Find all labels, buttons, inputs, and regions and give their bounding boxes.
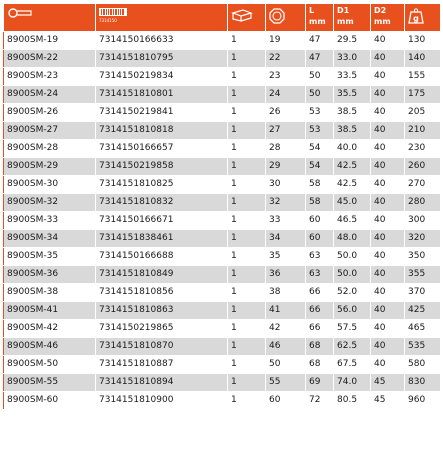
cell-qty: 1 (228, 212, 266, 230)
cell-qty: 1 (228, 122, 266, 140)
cell-qty: 1 (228, 194, 266, 212)
cell-l: 63 (306, 266, 334, 284)
cell-d2: 40 (371, 176, 405, 194)
cell-size: 26 (266, 104, 306, 122)
cell-g: 155 (405, 68, 441, 86)
cell-d1: 40.0 (334, 140, 371, 158)
cell-size: 29 (266, 158, 306, 176)
cell-l: 50 (306, 68, 334, 86)
cell-l: 63 (306, 248, 334, 266)
cell-d1: 74.0 (334, 374, 371, 392)
cell-size: 22 (266, 50, 306, 68)
product-spec-table (3, 3, 441, 410)
cell-g: 280 (405, 194, 441, 212)
cell-g: 300 (405, 212, 441, 230)
cell-size: 30 (266, 176, 306, 194)
cell-ean: 7314150166633 (96, 32, 228, 50)
cell-d1: 35.5 (334, 86, 371, 104)
cell-d2: 40 (371, 302, 405, 320)
cell-d2: 40 (371, 212, 405, 230)
cell-ean: 7314151810801 (96, 86, 228, 104)
cell-l: 47 (306, 32, 334, 50)
cell-ean: 7314151838461 (96, 230, 228, 248)
cell-qty: 1 (228, 32, 266, 50)
cell-code: 8900SM-24 (4, 86, 96, 104)
cell-code: 8900SM-29 (4, 158, 96, 176)
cell-d1: 46.5 (334, 212, 371, 230)
table-header-row (4, 4, 441, 32)
cell-ean: 7314151810825 (96, 176, 228, 194)
table-row (4, 140, 441, 158)
cell-code: 8900SM-55 (4, 374, 96, 392)
header-l-label: L (309, 6, 315, 15)
cell-d2: 40 (371, 194, 405, 212)
cell-g: 175 (405, 86, 441, 104)
cell-qty: 1 (228, 104, 266, 122)
cell-d2: 45 (371, 392, 405, 410)
cell-size: 55 (266, 374, 306, 392)
cell-code: 8900SM-34 (4, 230, 96, 248)
cell-d1: 52.0 (334, 284, 371, 302)
package-icon (231, 8, 253, 22)
cell-size: 42 (266, 320, 306, 338)
cell-l: 60 (306, 212, 334, 230)
cell-code: 8900SM-19 (4, 32, 96, 50)
cell-l: 72 (306, 392, 334, 410)
cell-d2: 40 (371, 140, 405, 158)
cell-g: 260 (405, 158, 441, 176)
cell-code: 8900SM-46 (4, 338, 96, 356)
cell-qty: 1 (228, 248, 266, 266)
cell-qty: 1 (228, 158, 266, 176)
barcode-caption: 7314150 (99, 18, 117, 23)
table-row (4, 320, 441, 338)
cell-qty: 1 (228, 140, 266, 158)
cell-size: 33 (266, 212, 306, 230)
cell-code: 8900SM-38 (4, 284, 96, 302)
cell-d1: 56.0 (334, 302, 371, 320)
table-row (4, 176, 441, 194)
header-d1-label: D1 (337, 6, 350, 15)
cell-code: 8900SM-41 (4, 302, 96, 320)
cell-d2: 40 (371, 248, 405, 266)
cell-l: 53 (306, 122, 334, 140)
cell-code: 8900SM-30 (4, 176, 96, 194)
header-barcode (96, 4, 228, 32)
cell-g: 230 (405, 140, 441, 158)
cell-size: 35 (266, 248, 306, 266)
cell-code: 8900SM-50 (4, 356, 96, 374)
header-package (228, 4, 266, 32)
table-row (4, 32, 441, 50)
cell-g: 425 (405, 302, 441, 320)
header-l-unit: mm (309, 17, 326, 26)
cell-code: 8900SM-26 (4, 104, 96, 122)
cell-l: 58 (306, 194, 334, 212)
cell-size: 50 (266, 356, 306, 374)
table-row (4, 338, 441, 356)
cell-size: 27 (266, 122, 306, 140)
cell-d2: 40 (371, 122, 405, 140)
cell-l: 68 (306, 356, 334, 374)
cell-ean: 7314151810832 (96, 194, 228, 212)
cell-d2: 40 (371, 158, 405, 176)
cell-l: 50 (306, 86, 334, 104)
header-weight (405, 4, 441, 32)
cell-ean: 7314150166688 (96, 248, 228, 266)
cell-l: 66 (306, 284, 334, 302)
wrench-icon (7, 8, 33, 18)
header-code (4, 4, 96, 32)
cell-code: 8900SM-28 (4, 140, 96, 158)
cell-g: 205 (405, 104, 441, 122)
cell-d2: 40 (371, 338, 405, 356)
table-row (4, 248, 441, 266)
table-row (4, 212, 441, 230)
cell-size: 60 (266, 392, 306, 410)
cell-l: 54 (306, 158, 334, 176)
header-d1-unit: mm (337, 17, 354, 26)
table-row (4, 122, 441, 140)
cell-d2: 40 (371, 104, 405, 122)
cell-code: 8900SM-60 (4, 392, 96, 410)
cell-size: 32 (266, 194, 306, 212)
cell-qty: 1 (228, 86, 266, 104)
cell-d1: 33.0 (334, 50, 371, 68)
table-row (4, 302, 441, 320)
cell-qty: 1 (228, 374, 266, 392)
cell-g: 140 (405, 50, 441, 68)
table-row (4, 392, 441, 410)
cell-d2: 40 (371, 32, 405, 50)
cell-qty: 1 (228, 302, 266, 320)
cell-size: 41 (266, 302, 306, 320)
cell-code: 8900SM-33 (4, 212, 96, 230)
cell-code: 8900SM-27 (4, 122, 96, 140)
cell-qty: 1 (228, 284, 266, 302)
cell-g: 535 (405, 338, 441, 356)
cell-qty: 1 (228, 68, 266, 86)
cell-d1: 67.5 (334, 356, 371, 374)
cell-size: 28 (266, 140, 306, 158)
cell-code: 8900SM-35 (4, 248, 96, 266)
cell-d2: 45 (371, 374, 405, 392)
cell-ean: 7314151810863 (96, 302, 228, 320)
table-row (4, 194, 441, 212)
cell-qty: 1 (228, 266, 266, 284)
cell-ean: 7314151810795 (96, 50, 228, 68)
cell-qty: 1 (228, 356, 266, 374)
cell-ean: 7314151810870 (96, 338, 228, 356)
cell-ean: 7314150219834 (96, 68, 228, 86)
cell-d2: 40 (371, 320, 405, 338)
table-row (4, 158, 441, 176)
cell-ean: 7314151810818 (96, 122, 228, 140)
cell-ean: 7314150166671 (96, 212, 228, 230)
cell-d1: 80.5 (334, 392, 371, 410)
table-row (4, 356, 441, 374)
cell-g: 355 (405, 266, 441, 284)
cell-d2: 40 (371, 50, 405, 68)
cell-d1: 50.0 (334, 266, 371, 284)
cell-g: 350 (405, 248, 441, 266)
cell-ean: 7314151810900 (96, 392, 228, 410)
cell-g: 320 (405, 230, 441, 248)
cell-g: 465 (405, 320, 441, 338)
cell-size: 36 (266, 266, 306, 284)
cell-size: 23 (266, 68, 306, 86)
cell-d2: 40 (371, 68, 405, 86)
cell-ean: 7314150166657 (96, 140, 228, 158)
cell-d1: 50.0 (334, 248, 371, 266)
table-row (4, 374, 441, 392)
cell-qty: 1 (228, 320, 266, 338)
cell-qty: 1 (228, 338, 266, 356)
cell-code: 8900SM-36 (4, 266, 96, 284)
cell-g: 960 (405, 392, 441, 410)
table-row (4, 230, 441, 248)
cell-d1: 33.5 (334, 68, 371, 86)
cell-d2: 40 (371, 284, 405, 302)
cell-qty: 1 (228, 392, 266, 410)
header-d1 (334, 4, 371, 32)
cell-qty: 1 (228, 50, 266, 68)
cell-d1: 45.0 (334, 194, 371, 212)
header-length (306, 4, 334, 32)
cell-l: 66 (306, 320, 334, 338)
cell-l: 53 (306, 104, 334, 122)
cell-code: 8900SM-32 (4, 194, 96, 212)
header-d2-label: D2 (374, 6, 387, 15)
table-row (4, 266, 441, 284)
cell-l: 69 (306, 374, 334, 392)
cell-size: 24 (266, 86, 306, 104)
cell-l: 47 (306, 50, 334, 68)
cell-qty: 1 (228, 176, 266, 194)
cell-ean: 7314151810849 (96, 266, 228, 284)
cell-ean: 7314151810894 (96, 374, 228, 392)
header-socket-size (266, 4, 306, 32)
cell-g: 270 (405, 176, 441, 194)
table-row (4, 68, 441, 86)
cell-d2: 40 (371, 230, 405, 248)
cell-d1: 38.5 (334, 104, 371, 122)
cell-d1: 42.5 (334, 158, 371, 176)
cell-g: 580 (405, 356, 441, 374)
cell-size: 19 (266, 32, 306, 50)
cell-l: 60 (306, 230, 334, 248)
cell-ean: 7314150219858 (96, 158, 228, 176)
cell-size: 34 (266, 230, 306, 248)
cell-d1: 29.5 (334, 32, 371, 50)
cell-size: 38 (266, 284, 306, 302)
cell-ean: 7314151810887 (96, 356, 228, 374)
cell-d1: 42.5 (334, 176, 371, 194)
cell-ean: 7314151810856 (96, 284, 228, 302)
cell-g: 370 (405, 284, 441, 302)
table-row (4, 50, 441, 68)
cell-g: 830 (405, 374, 441, 392)
cell-d1: 48.0 (334, 230, 371, 248)
cell-d2: 40 (371, 356, 405, 374)
cell-d1: 57.5 (334, 320, 371, 338)
cell-size: 46 (266, 338, 306, 356)
cell-d1: 38.5 (334, 122, 371, 140)
cell-l: 54 (306, 140, 334, 158)
cell-code: 8900SM-22 (4, 50, 96, 68)
cell-code: 8900SM-42 (4, 320, 96, 338)
table-row (4, 284, 441, 302)
weight-g-icon (408, 8, 424, 24)
cell-qty: 1 (228, 230, 266, 248)
table-row (4, 104, 441, 122)
table-row (4, 86, 441, 104)
cell-ean: 7314150219841 (96, 104, 228, 122)
cell-l: 66 (306, 302, 334, 320)
header-d2-unit: mm (374, 17, 391, 26)
cell-d2: 40 (371, 266, 405, 284)
hexagon-icon (269, 8, 285, 24)
cell-g: 130 (405, 32, 441, 50)
cell-l: 68 (306, 338, 334, 356)
cell-d1: 62.5 (334, 338, 371, 356)
cell-g: 210 (405, 122, 441, 140)
weight-letter: g (413, 14, 419, 23)
cell-ean: 7314150219865 (96, 320, 228, 338)
cell-l: 58 (306, 176, 334, 194)
cell-d2: 40 (371, 86, 405, 104)
cell-code: 8900SM-23 (4, 68, 96, 86)
header-d2 (371, 4, 405, 32)
